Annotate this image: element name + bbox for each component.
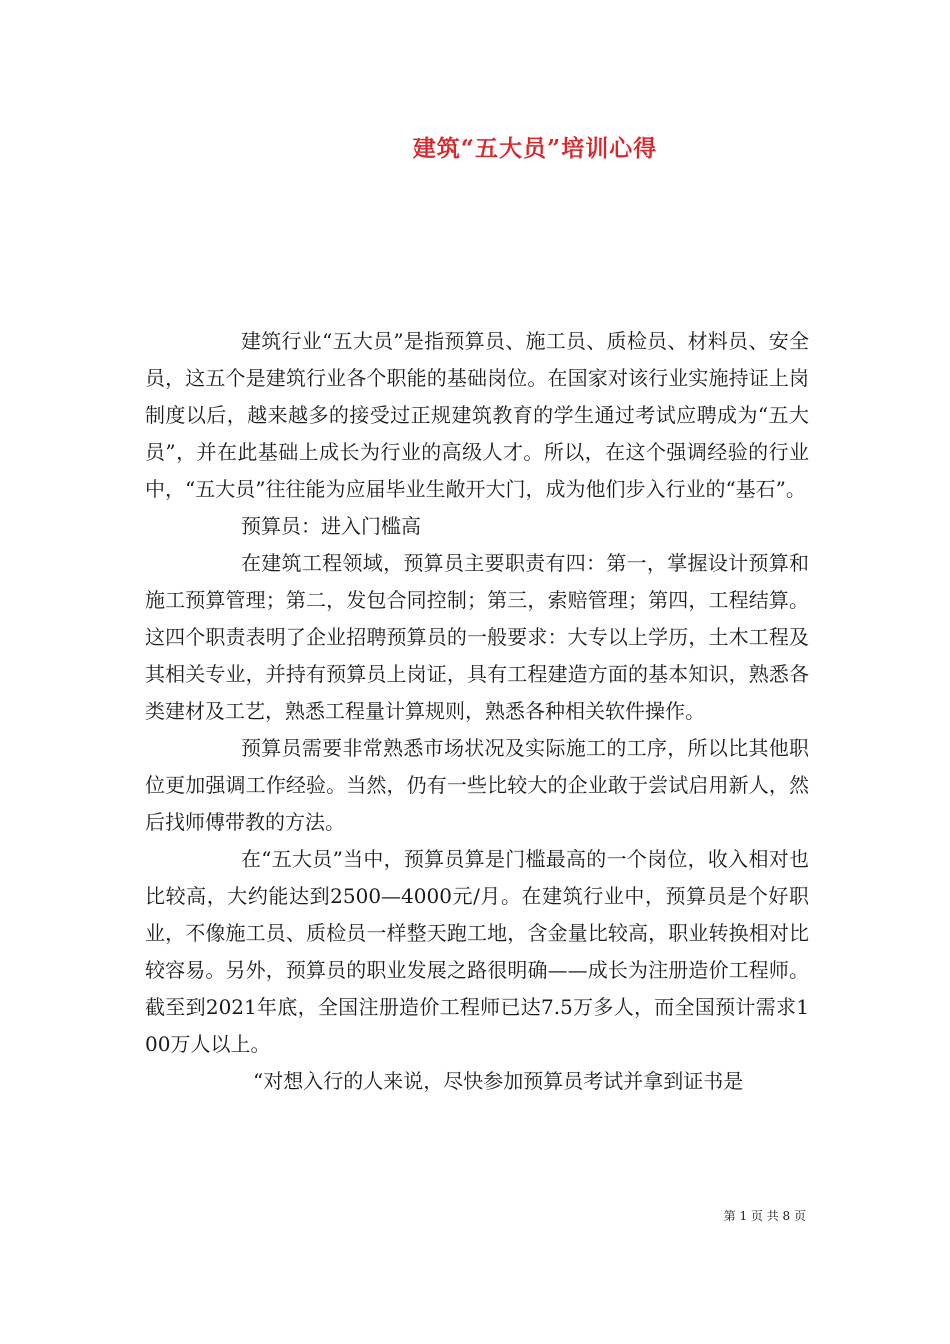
paragraph-intro: 建筑行业“五大员”是指预算员、施工员、质检员、材料员、安全员，这五个是建筑行业各个职能的基础岗位。在国家对该行业实施持证上岗制度以后，越来越多的接受过正规建筑教育的学生通过考试应聘成为“五大员”，并在此基础上成长为行业的高级人才。所以，在这个强调经验的行业中，“五大员”往往能为应届毕业生敞开大门，成为他们步入行业的“基石”。: [145, 329, 809, 501]
paragraph-duties: 在建筑工程领域，预算员主要职责有四：第一，掌握设计预算和施工预算管理；第二，发包合同控制；第三，索赔管理；第四，工程结算。这四个职责表明了企业招聘预算员的一般要求：大专以上学历，土木工程及其相关专业，并持有预算员上岗证，具有工程建造方面的基本知识，熟悉各类建材及工艺，熟悉工程量计算规则，熟悉各种相关软件操作。: [145, 551, 809, 723]
page-footer: 第 1 页 共 8 页: [723, 1209, 806, 1223]
section-heading-budget: 预算员：进入门槛高: [241, 514, 421, 538]
document-title: 建筑“五大员”培训心得: [412, 135, 658, 162]
document-body: [145, 323, 809, 1100]
paragraph-quote: “对想入行的人来说，尽快参加预算员考试并拿到证书是: [253, 1069, 744, 1093]
paragraph-experience: 预算员需要非常熟悉市场状况及实际施工的工序，所以比其他职位更加强调工作经验。当然，仍有一些比较大的企业敢于尝试启用新人，然后找师傅带教的方法。: [145, 736, 809, 834]
paragraph-income: 在“五大员”当中，预算员算是门槛最高的一个岗位，收入相对也比较高，大约能达到2500—4000元/月。在建筑行业中，预算员是个好职业，不像施工员、质检员一样整天跑工地，含金量比较高，职业转换相对比较容易。另外，预算员的职业发展之路很明确——成长为注册造价工程师。截至到2021年底，全国注册造价工程师已达7.5万多人，而全国预计需求100万人以上。: [145, 847, 809, 1056]
